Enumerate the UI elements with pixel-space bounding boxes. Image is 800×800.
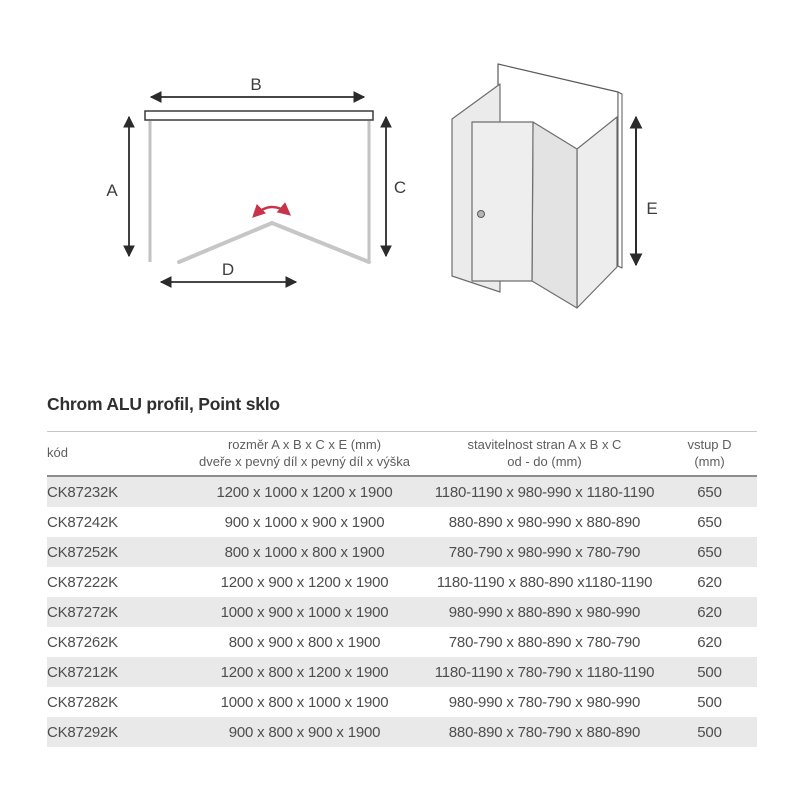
cell-rozmer: 900 x 800 x 900 x 1900 — [228, 723, 381, 741]
fold-panel-left — [532, 122, 577, 308]
cell-rozmer: 1000 x 900 x 1000 x 1900 — [220, 603, 389, 621]
cell-rozmer: 1200 x 1000 x 1200 x 1900 — [216, 483, 393, 501]
fold-panel-right — [577, 117, 617, 308]
cell-rozmer: 1200 x 800 x 1200 x 1900 — [220, 663, 389, 681]
technical-diagrams — [0, 0, 800, 390]
col-header-rozmer — [182, 432, 427, 477]
cell-stavitelnost: 980-990 x 880-890 x 980-990 — [448, 603, 641, 621]
cell-kod: CK87222K — [47, 573, 118, 591]
col-header-rozmer-line2: dveře x pevný díl x pevný díl x výška — [199, 453, 410, 469]
cell-stavitelnost: 980-990 x 780-790 x 980-990 — [448, 693, 641, 711]
spec-table — [47, 431, 757, 747]
cell-vstup: 620 — [697, 633, 722, 651]
cell-rozmer: 1200 x 900 x 1200 x 1900 — [220, 573, 389, 591]
cell-vstup: 650 — [697, 513, 722, 531]
cell-stavitelnost: 880-890 x 780-790 x 880-890 — [448, 723, 641, 741]
table-row — [47, 567, 757, 597]
table-row — [47, 687, 757, 717]
dim-d-label: D — [221, 260, 235, 279]
dim-b-label: B — [250, 75, 262, 94]
table-row — [47, 507, 757, 537]
cell-stavitelnost: 1180-1190 x 980-990 x 1180-1190 — [434, 483, 655, 501]
table-row — [47, 717, 757, 747]
door-panel — [472, 122, 533, 281]
swing-direction-arrow-icon — [254, 207, 289, 216]
col-header-vstup-line1: vstup D — [687, 437, 732, 452]
cell-rozmer: 800 x 900 x 800 x 1900 — [228, 633, 381, 651]
cell-kod: CK87292K — [47, 723, 118, 741]
cell-kod: CK87282K — [47, 693, 118, 711]
cell-vstup: 650 — [697, 483, 722, 501]
dim-a-label: A — [106, 181, 118, 200]
cell-kod: CK87272K — [47, 603, 118, 621]
plan-folding-doors — [179, 223, 369, 262]
col-header-vstup-line2: (mm) — [694, 453, 725, 469]
perspective-view-diagram — [452, 64, 658, 308]
cell-vstup: 500 — [697, 693, 722, 711]
dim-e-label: E — [646, 199, 658, 218]
table-row — [47, 657, 757, 687]
back-glass-panel-edge — [618, 92, 622, 268]
cell-kod: CK87232K — [47, 483, 118, 501]
cell-vstup: 620 — [697, 603, 722, 621]
cell-stavitelnost: 1180-1190 x 880-890 x1180-1190 — [436, 573, 653, 591]
col-header-rozmer-line1: rozměr A x B x C x E (mm) — [227, 437, 382, 452]
cell-stavitelnost: 880-890 x 980-990 x 880-890 — [448, 513, 641, 531]
cell-kod: CK87262K — [47, 633, 118, 651]
table-row — [47, 597, 757, 627]
cell-stavitelnost: 780-790 x 980-990 x 780-790 — [448, 543, 641, 561]
cell-rozmer: 800 x 1000 x 800 x 1900 — [224, 543, 385, 561]
plan-view-diagram — [106, 75, 406, 282]
cell-stavitelnost: 1180-1190 x 780-790 x 1180-1190 — [434, 663, 655, 681]
cell-vstup: 650 — [697, 543, 722, 561]
cell-vstup: 500 — [697, 723, 722, 741]
plan-top-profile-bar — [145, 111, 373, 120]
col-header-stavitelnost — [427, 432, 662, 477]
cell-kod: CK87252K — [47, 543, 118, 561]
cell-kod: CK87242K — [47, 513, 118, 531]
table-row — [47, 476, 757, 507]
table-row — [47, 627, 757, 657]
table-header-row — [47, 432, 757, 477]
col-header-kod: kód — [47, 445, 68, 461]
cell-vstup: 620 — [697, 573, 722, 591]
col-header-vstup — [662, 432, 757, 477]
cell-rozmer: 900 x 1000 x 900 x 1900 — [224, 513, 385, 531]
col-header-stavitelnost-line1: stavitelnost stran A x B x C — [467, 437, 622, 452]
dim-c-label: C — [393, 178, 407, 197]
cell-vstup: 500 — [697, 663, 722, 681]
cell-kod: CK87212K — [47, 663, 118, 681]
col-header-stavitelnost-line2: od - do (mm) — [507, 453, 582, 469]
cell-rozmer: 1000 x 800 x 1000 x 1900 — [220, 693, 389, 711]
table-row — [47, 537, 757, 567]
section-title: Chrom ALU profil, Point sklo — [47, 394, 280, 414]
cell-stavitelnost: 780-790 x 880-890 x 780-790 — [448, 633, 641, 651]
door-knob-icon — [478, 211, 485, 218]
